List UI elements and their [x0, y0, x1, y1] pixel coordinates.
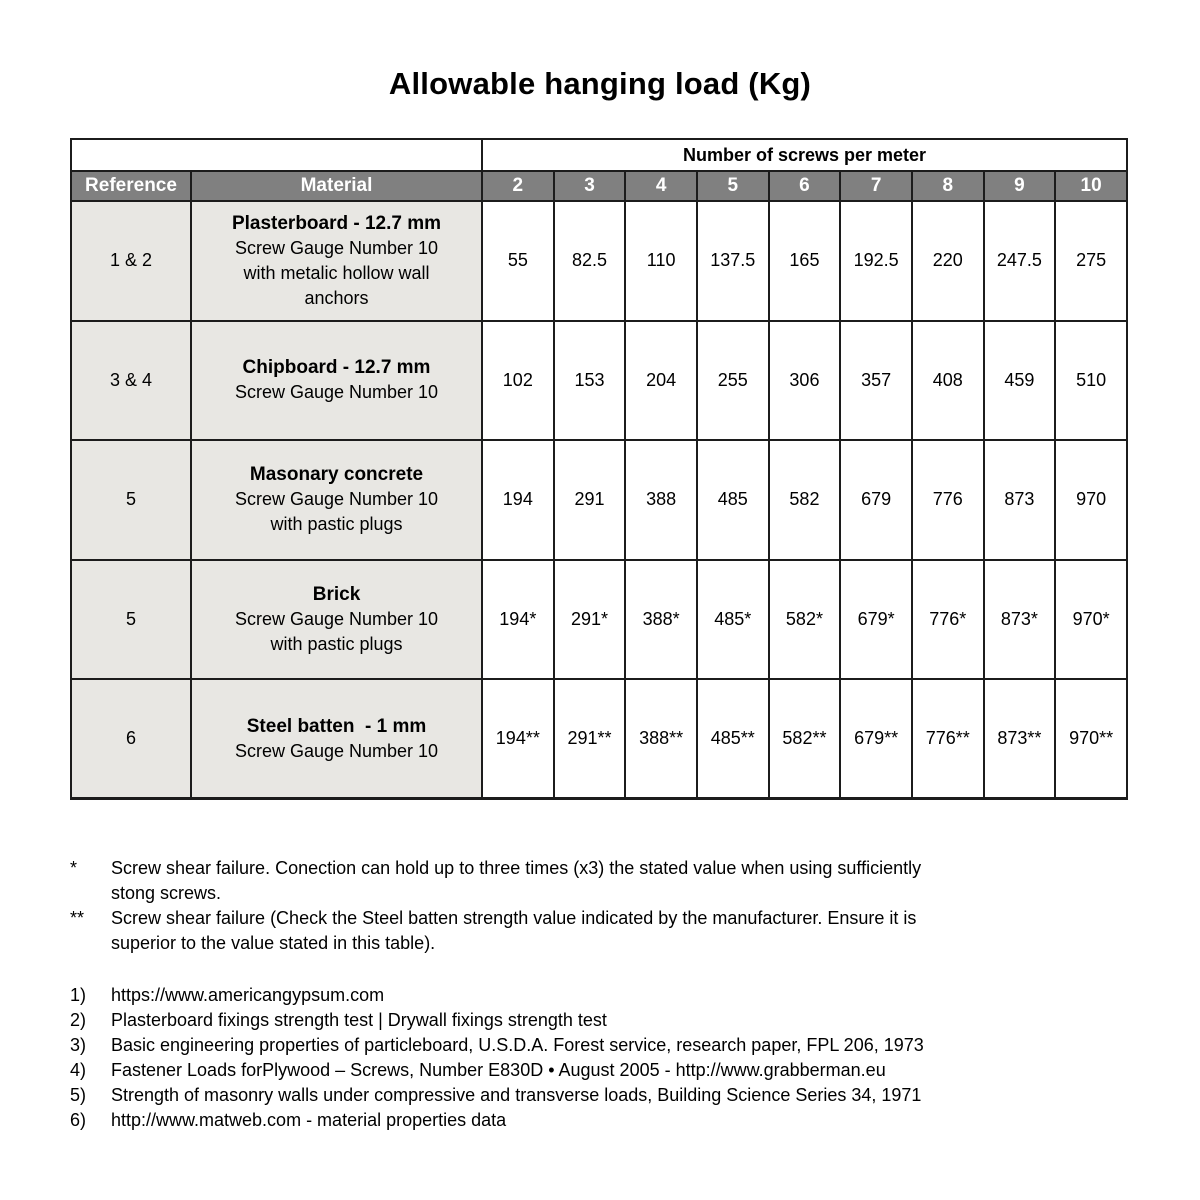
reference-marker: 1)	[70, 985, 87, 1005]
load-value-cell: 582	[769, 440, 841, 560]
load-value-cell: 357	[840, 321, 912, 441]
load-value-cell: 582*	[769, 560, 841, 680]
load-value-cell: 194	[482, 440, 554, 560]
col-header-8: 8	[912, 171, 984, 201]
footnote	[70, 856, 1080, 906]
footnotes-section	[70, 856, 1080, 956]
load-value-cell: 102	[482, 321, 554, 441]
load-value-cell: 970*	[1055, 560, 1127, 680]
table-row	[71, 321, 1127, 441]
material-name: Brick	[312, 583, 361, 605]
col-header-3: 3	[554, 171, 626, 201]
load-value-cell: 194*	[482, 560, 554, 680]
reference-text: Plasterboard fixings strength test | Drywall fixings strength test	[111, 1010, 607, 1030]
load-value-cell: 247.5	[984, 201, 1056, 321]
blank-corner-cell	[71, 139, 482, 171]
footnote	[70, 906, 1080, 956]
load-value-cell: 291	[554, 440, 626, 560]
load-value-cell: 153	[554, 321, 626, 441]
table-row	[71, 560, 1127, 680]
col-header-10: 10	[1055, 171, 1127, 201]
load-value-cell: 306	[769, 321, 841, 441]
load-value-cell: 679*	[840, 560, 912, 680]
col-header-9: 9	[984, 171, 1056, 201]
material-subline: Screw Gauge Number 10	[234, 608, 439, 629]
load-value-cell: 485**	[697, 679, 769, 799]
reference-text: Basic engineering properties of particleboard, U.S.D.A. Forest service, research paper, FPL 206, 1973	[111, 1035, 924, 1055]
reference-cell: 3 & 4	[71, 321, 191, 441]
load-value-cell: 220	[912, 201, 984, 321]
screws-per-meter-header: Number of screws per meter	[482, 139, 1127, 171]
footnote-line: Screw shear failure (Check the Steel batten strength value indicated by the manufacturer. Ensure it is	[111, 908, 917, 928]
material-subline: with pastic plugs	[270, 514, 403, 535]
col-header-2: 2	[482, 171, 554, 201]
material-subline: with pastic plugs	[270, 633, 403, 654]
load-value-cell: 408	[912, 321, 984, 441]
load-value-cell: 970**	[1055, 679, 1127, 799]
material-cell	[191, 201, 482, 321]
reference-cell: 6	[71, 679, 191, 799]
load-value-cell: 510	[1055, 321, 1127, 441]
reference-marker: 5)	[70, 1085, 87, 1105]
load-value-cell: 485	[697, 440, 769, 560]
col-header-6: 6	[769, 171, 841, 201]
references-section	[70, 983, 1080, 1133]
footnote-line: superior to the value stated in this table).	[111, 933, 436, 953]
reference-cell: 1 & 2	[71, 201, 191, 321]
reference-text: Strength of masonry walls under compressive and transverse loads, Building Science Series 34, 1971	[111, 1085, 922, 1105]
reference-marker: 4)	[70, 1060, 87, 1080]
reference-cell: 5	[71, 560, 191, 680]
load-value-cell: 204	[625, 321, 697, 441]
material-subline: Screw Gauge Number 10	[234, 489, 439, 510]
col-header-7: 7	[840, 171, 912, 201]
material-column-header: Material	[191, 171, 482, 201]
hanging-load-table	[70, 138, 1128, 800]
col-header-5: 5	[697, 171, 769, 201]
load-value-cell: 776**	[912, 679, 984, 799]
material-subline: Screw Gauge Number 10	[234, 237, 439, 258]
reference-marker: 3)	[70, 1035, 87, 1055]
load-value-cell: 970	[1055, 440, 1127, 560]
screws-header-row	[71, 139, 1127, 171]
reference-marker: 6)	[70, 1110, 87, 1130]
reference-item	[70, 1033, 1080, 1058]
load-value-cell: 255	[697, 321, 769, 441]
reference-cell: 5	[71, 440, 191, 560]
reference-item	[70, 1083, 1080, 1108]
material-name: Chipboard - 12.7 mm	[242, 357, 431, 379]
col-header-4: 4	[625, 171, 697, 201]
material-cell	[191, 560, 482, 680]
reference-text: http://www.matweb.com - material properties data	[111, 1110, 507, 1130]
material-name: Plasterboard - 12.7 mm	[231, 212, 442, 234]
load-value-cell: 485*	[697, 560, 769, 680]
material-subline: anchors	[304, 287, 369, 308]
reference-item	[70, 1008, 1080, 1033]
load-value-cell: 776*	[912, 560, 984, 680]
table-row	[71, 201, 1127, 321]
load-value-cell: 82.5	[554, 201, 626, 321]
footnote-marker: *	[70, 858, 78, 878]
reference-item	[70, 983, 1080, 1008]
column-header-row	[71, 171, 1127, 201]
load-value-cell: 275	[1055, 201, 1127, 321]
material-subline: with metalic hollow wall	[243, 262, 430, 283]
load-value-cell: 137.5	[697, 201, 769, 321]
load-value-cell: 776	[912, 440, 984, 560]
material-cell	[191, 440, 482, 560]
footnote-line: Screw shear failure. Conection can hold up to three times (x3) the stated value when using sufficiently	[111, 858, 922, 878]
table-row	[71, 440, 1127, 560]
reference-item	[70, 1108, 1080, 1133]
footnote-line: stong screws.	[111, 883, 222, 903]
page-title: Allowable hanging load (Kg)	[388, 66, 812, 101]
material-name: Steel batten - 1 mm	[246, 715, 427, 737]
material-name: Masonary concrete	[249, 464, 424, 486]
material-subline: Screw Gauge Number 10	[234, 382, 439, 403]
load-value-cell: 192.5	[840, 201, 912, 321]
load-value-cell: 194**	[482, 679, 554, 799]
load-value-cell: 388	[625, 440, 697, 560]
reference-marker: 2)	[70, 1010, 87, 1030]
load-value-cell: 459	[984, 321, 1056, 441]
load-value-cell: 388**	[625, 679, 697, 799]
load-value-cell: 55	[482, 201, 554, 321]
reference-text: Fastener Loads forPlywood – Screws, Number E830D • August 2005 - http://www.grabberman.eu	[111, 1060, 886, 1080]
load-value-cell: 291*	[554, 560, 626, 680]
footnote-text	[111, 856, 921, 906]
load-value-cell: 873	[984, 440, 1056, 560]
load-value-cell: 388*	[625, 560, 697, 680]
load-value-cell: 110	[625, 201, 697, 321]
footnote-marker: **	[70, 908, 85, 928]
load-value-cell: 582**	[769, 679, 841, 799]
reference-item	[70, 1058, 1080, 1083]
material-cell	[191, 321, 482, 441]
footnote-text	[111, 906, 916, 956]
load-value-cell: 873*	[984, 560, 1056, 680]
load-value-cell: 291**	[554, 679, 626, 799]
load-value-cell: 679	[840, 440, 912, 560]
reference-column-header: Reference	[71, 171, 191, 201]
material-cell	[191, 679, 482, 799]
table-row	[71, 679, 1127, 799]
load-value-cell: 873**	[984, 679, 1056, 799]
load-value-cell: 165	[769, 201, 841, 321]
load-value-cell: 679**	[840, 679, 912, 799]
reference-text: https://www.americangypsum.com	[111, 985, 385, 1005]
material-subline: Screw Gauge Number 10	[234, 740, 439, 761]
